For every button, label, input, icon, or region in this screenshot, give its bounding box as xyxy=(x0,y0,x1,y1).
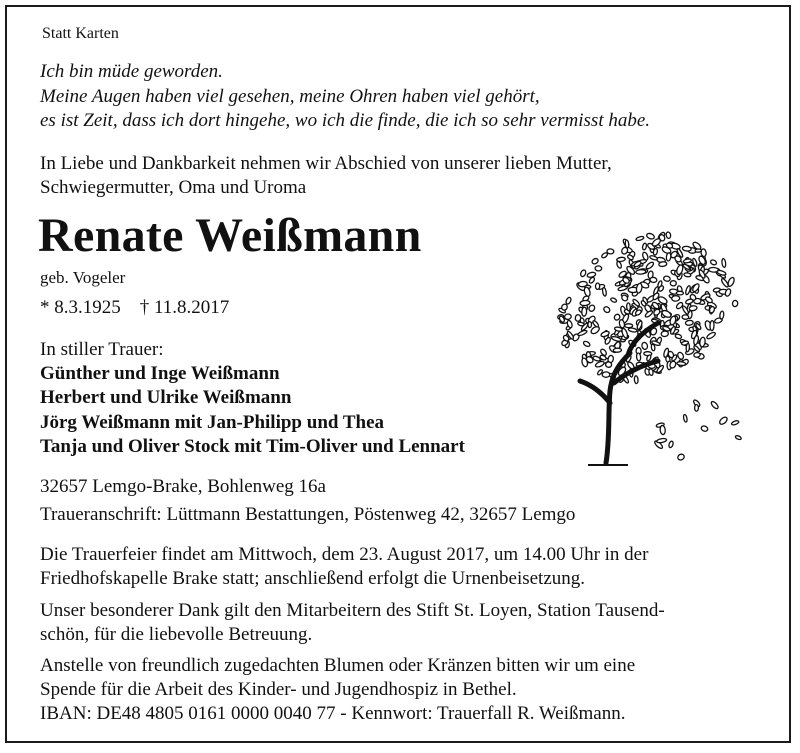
deceased-name: Renate Weißmann xyxy=(38,209,422,262)
ceremony-line-2: Friedhofskapelle Brake statt; anschließend erfolgt die Urnenbeisetzung. xyxy=(40,568,586,589)
intro-line-2: Schwiegermutter, Oma und Uroma xyxy=(40,177,307,198)
life-dates: * 8.3.1925 † 11.8.2017 xyxy=(40,297,230,318)
mourner-name: Jörg Weißmann mit Jan-Philipp und Thea xyxy=(40,412,385,433)
donation-line-1: Anstelle von freundlich zugedachten Blumen oder Kränzen bitten wir um eine xyxy=(40,655,636,676)
thanks-line-1: Unser besonderer Dank gilt den Mitarbeitern des Stift St. Loyen, Station Tausend- xyxy=(40,600,665,621)
statt-karten-label: Statt Karten xyxy=(42,25,119,42)
ceremony-line-1: Die Trauerfeier findet am Mittwoch, dem 23. August 2017, um 14.00 Uhr in der xyxy=(40,544,649,565)
mourners-heading: In stiller Trauer: xyxy=(40,339,164,360)
poem-line-2: Meine Augen haben viel gesehen, meine Ohren haben viel gehört, xyxy=(40,86,540,107)
birth-name: geb. Vogeler xyxy=(40,268,126,287)
mourner-name: Tanja und Oliver Stock mit Tim-Oliver und Lennart xyxy=(40,436,465,457)
donation-iban-line: IBAN: DE48 4805 0161 0000 0040 77 - Kennwort: Trauerfall R. Weißmann. xyxy=(40,703,626,724)
poem-line-1: Ich bin müde geworden. xyxy=(40,61,223,82)
thanks-line-2: schön, für die liebevolle Betreuung. xyxy=(40,624,313,645)
poem-line-3: es ist Zeit, dass ich dort hingehe, wo ich die finde, die ich so sehr vermisst habe. xyxy=(40,110,651,131)
windblown-tree-icon xyxy=(548,213,748,475)
mourner-name: Herbert und Ulrike Weißmann xyxy=(40,387,292,408)
donation-line-2: Spende für die Arbeit des Kinder- und Jugendhospiz in Bethel. xyxy=(40,679,517,700)
intro-line-1: In Liebe und Dankbarkeit nehmen wir Abschied von unserer lieben Mutter, xyxy=(40,153,612,174)
mourner-name: Günther und Inge Weißmann xyxy=(40,363,280,384)
home-address: 32657 Lemgo-Brake, Bohlenweg 16a xyxy=(40,476,326,497)
mourning-address: Traueranschrift: Lüttmann Bestattungen, Pöstenweg 42, 32657 Lemgo xyxy=(40,504,576,525)
